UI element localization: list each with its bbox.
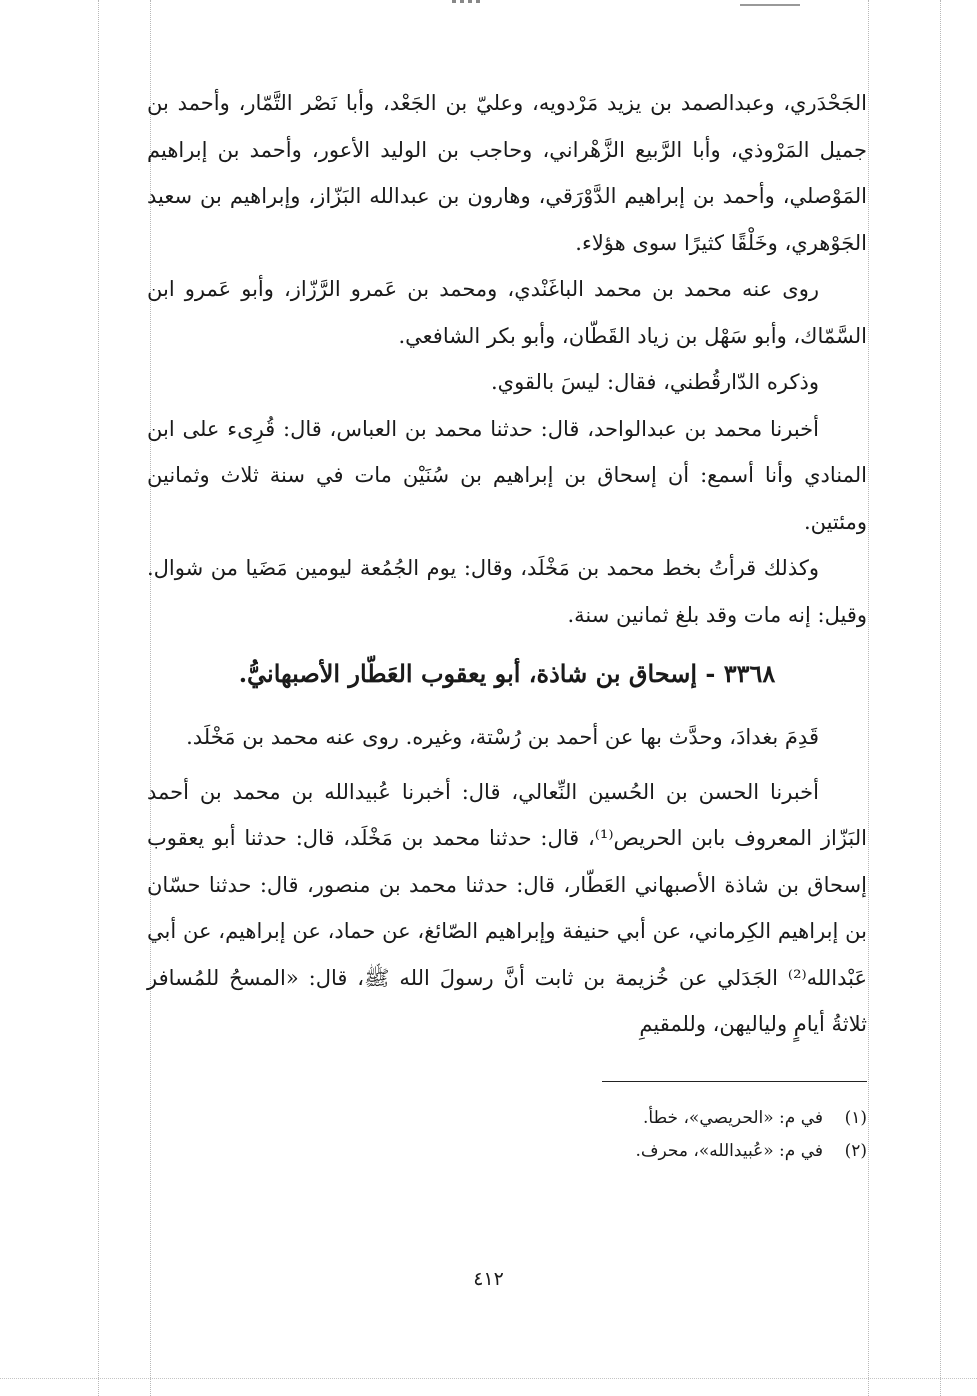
paragraph-hadith-chain: أخبرنا الحسن بن الحُسين النِّعالي، قال: أخبرنا عُبيدالله بن محمد بن أحمد البَزّاز المعروف بابن الحريص⁽¹⁾، قال: حدثنا محمد بن مَخْلَد، قال: حدثنا أبو يعقوب إسحاق بن شاذة الأصبهاني العَطّار، قال: حدثنا محمد بن منصور، قال: حدثنا حسّان بن إبراهيم الكِرماني، عن أبي حنيفة وإبراهيم الصّائغ، عن حماد، عن إبراهيم، عن أبي عَبْدالله⁽²⁾ الجَدَلي عن خُزيمة بن ثابت أنَّ رسولَ الله ﷺ، قال: «المسحُ للمُسافر ثلاثةُ أيامٍ ولياليهن، وللمقيمِ	[147, 779, 868, 1036]
body-text-lower	[147, 714, 867, 1048]
footnote-1-number: (١)	[844, 1108, 867, 1128]
entry-heading: ٣٣٦٨ - إسحاق بن شاذة، أبو يعقوب العَطّار الأصبهانيُّ.	[238, 659, 776, 688]
scan-guide-line-bottom	[0, 1378, 977, 1379]
paragraph-makhlad-note: وكذلك قرأتُ بخط محمد بن مَخْلَد، وقال: يوم الجُمُعة ليومين مَضَيا من شوال. وقيل: إنه مات وقد بلغ ثمانين سنة.	[147, 556, 867, 627]
footnotes	[467, 1102, 867, 1168]
footnote-2-text: في م: «عُبيدالله»، محرف.	[635, 1141, 823, 1161]
footnote-1-text: في م: «الحريصي»، خطأ.	[643, 1108, 823, 1128]
scan-top-rule	[740, 4, 800, 6]
page-number: ٤١٢	[473, 1268, 504, 1290]
paragraph-daraqutni: وذكره الدّارقُطني، فقال: ليسَ بالقوي.	[490, 370, 819, 394]
scan-guide-line-right	[868, 0, 869, 1396]
paragraph-arrival: قَدِمَ بغدادَ، وحدَّث بها عن أحمد بن رُسْتة، وغيره. روى عنه محمد بن مَخْلَد.	[186, 725, 819, 749]
paragraph-death-report: أخبرنا محمد بن عبدالواحد، قال: حدثنا محمد بن العباس، قال: قُرِىء على ابن المنادي وأنا أسمع: أن إسحاق بن إبراهيم بن سُنَيْن مات في سنة ثلاث وثمانين ومئتين.	[147, 416, 867, 534]
scan-top-mark	[452, 0, 482, 3]
paragraph-narrators: روى عنه محمد بن محمد الباغَنْدي، ومحمد بن عَمرو الرَّزّاز، وأبو عَمرو ابن السَّمّاك، وأبو سَهْل بن زياد القَطّان، وأبو بكر الشافعي.	[147, 277, 867, 348]
footnote-1	[467, 1102, 867, 1135]
scan-guide-line-right-outer	[940, 0, 941, 1396]
scan-guide-line-left	[98, 0, 99, 1396]
footnote-2	[467, 1135, 867, 1168]
footnote-separator	[602, 1081, 867, 1082]
footnote-2-number: (٢)	[844, 1141, 867, 1161]
paragraph-teachers: الجَحْدَري، وعبدالصمد بن يزيد مَرْدويه، وعليّ بن الجَعْد، وأبا نَصْر التَّمّار، وأحمد بن جميل المَرْوذي، وأبا الرَّبيع الزَّهْراني، وحاجب بن الوليد الأعور، وأحمد بن إبراهيم المَوْصلي، وأحمد بن إبراهيم الدَّوْرَقي، وهارون بن عبدالله البَزّاز، وإبراهيم بن سعيد الجَوْهري، وخَلْقًا كثيرًا سوى هؤلاء.	[147, 91, 867, 255]
body-text-upper	[147, 80, 867, 638]
